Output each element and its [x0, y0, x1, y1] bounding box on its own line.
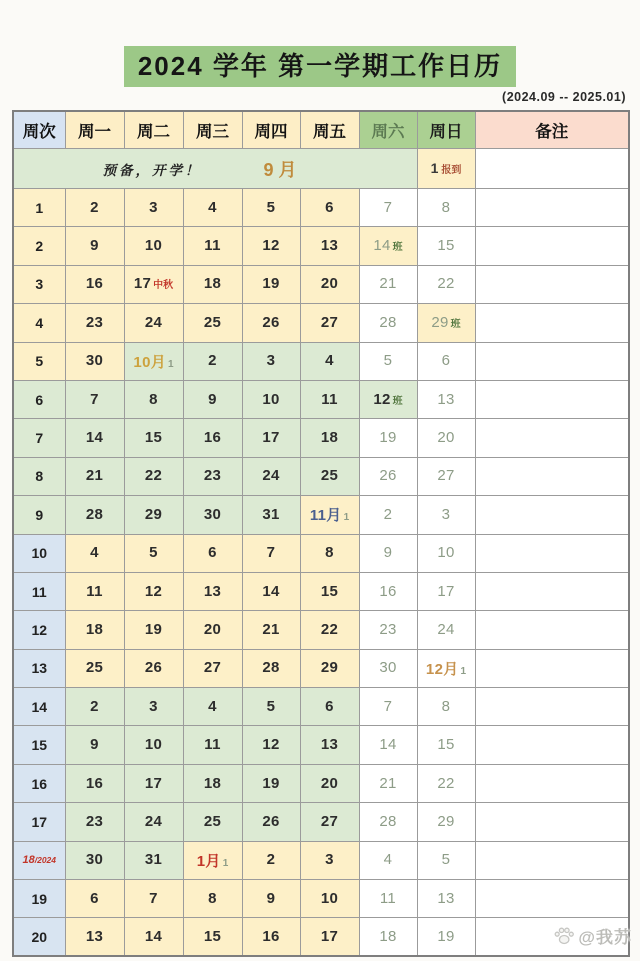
calendar-week-row [13, 764, 629, 802]
day-cell: 19 [242, 265, 300, 303]
day-cell: 20 [300, 265, 359, 303]
calendar-week-row [13, 265, 629, 303]
note-cell [475, 611, 629, 649]
calendar-week-row [13, 572, 629, 610]
day-cell: 23 [183, 457, 242, 495]
day-cell: 30 [183, 496, 242, 534]
day-cell: 31 [124, 841, 183, 879]
day-cell: 13 [183, 572, 242, 610]
day-cell: 29 [124, 496, 183, 534]
day-cell: 7 [359, 688, 417, 726]
day-cell: 8 [417, 189, 475, 227]
week-number-cell: 5 [13, 342, 65, 380]
week-number-cell: 7 [13, 419, 65, 457]
day-cell: 27 [417, 457, 475, 495]
day-cell: 18 [359, 918, 417, 956]
day-cell: 2 [65, 688, 124, 726]
note-cell [475, 880, 629, 918]
day-cell: 27 [183, 649, 242, 687]
day-cell: 19 [417, 918, 475, 956]
header-remarks: 备注 [475, 111, 629, 149]
day-cell: 27 [300, 304, 359, 342]
calendar-week-row [13, 649, 629, 687]
day-cell: 17 [242, 419, 300, 457]
day-cell: 9 [65, 227, 124, 265]
day-cell: 18 [65, 611, 124, 649]
day-cell: 2 [183, 342, 242, 380]
day-cell: 4 [183, 189, 242, 227]
day-cell: 26 [242, 803, 300, 841]
note-cell [475, 496, 629, 534]
day-cell: 11 [183, 227, 242, 265]
day-cell: 28 [359, 304, 417, 342]
header-saturday: 周六 [359, 111, 417, 149]
day-cell: 19 [124, 611, 183, 649]
day-cell: 6 [183, 534, 242, 572]
day-cell: 28 [242, 649, 300, 687]
header-row [13, 111, 629, 149]
day-cell: 2 [65, 189, 124, 227]
day-cell: 19 [242, 764, 300, 802]
day-cell: 16 [65, 265, 124, 303]
day-cell: 30 [359, 649, 417, 687]
day-cell: 15 [417, 227, 475, 265]
day-cell: 30 [65, 841, 124, 879]
day-cell: 10 [300, 880, 359, 918]
day-cell: 7 [65, 380, 124, 418]
day-cell: 29 [300, 649, 359, 687]
note-cell [475, 149, 629, 189]
day-cell: 14 [359, 726, 417, 764]
day-cell: 26 [124, 649, 183, 687]
work-calendar-table [12, 110, 630, 957]
day-cell: 7 [359, 189, 417, 227]
header-friday: 周五 [300, 111, 359, 149]
day-cell: 18 [300, 419, 359, 457]
calendar-week-row [13, 688, 629, 726]
day-cell: 1月 1 [183, 841, 242, 879]
day-cell: 8 [183, 880, 242, 918]
day-cell: 6 [300, 688, 359, 726]
note-cell [475, 457, 629, 495]
calendar-week-row [13, 496, 629, 534]
day-cell: 23 [65, 304, 124, 342]
day-cell: 3 [417, 496, 475, 534]
calendar-week-row [13, 803, 629, 841]
week-number-cell: 14 [13, 688, 65, 726]
week-number-cell: 20 [13, 918, 65, 956]
day-cell: 25 [300, 457, 359, 495]
day-cell: 29 班 [417, 304, 475, 342]
calendar-week-row [13, 189, 629, 227]
day-cell: 9 [359, 534, 417, 572]
calendar-week-row [13, 611, 629, 649]
day-cell: 16 [65, 764, 124, 802]
day-cell: 8 [300, 534, 359, 572]
day-cell: 10 [124, 726, 183, 764]
week-number-cell: 2 [13, 227, 65, 265]
day-cell: 3 [242, 342, 300, 380]
note-cell [475, 380, 629, 418]
day-cell: 17 [300, 918, 359, 956]
note-cell [475, 419, 629, 457]
day-cell: 10 [124, 227, 183, 265]
registration-day-cell [417, 149, 475, 189]
calendar-week-row [13, 457, 629, 495]
header-monday: 周一 [65, 111, 124, 149]
day-cell: 20 [417, 419, 475, 457]
day-cell: 13 [65, 918, 124, 956]
day-cell: 17 [124, 764, 183, 802]
day-cell: 11 [359, 880, 417, 918]
watermark [553, 923, 632, 948]
calendar-week-row [13, 880, 629, 918]
day-cell: 30 [65, 342, 124, 380]
day-cell: 6 [417, 342, 475, 380]
day-cell: 11 [300, 380, 359, 418]
week-number-cell: 17 [13, 803, 65, 841]
day-cell: 13 [417, 880, 475, 918]
day-cell: 11月 1 [300, 496, 359, 534]
day-cell: 12月 1 [417, 649, 475, 687]
header-week-number: 周次 [13, 111, 65, 149]
paw-icon [553, 926, 575, 946]
day-cell: 13 [300, 227, 359, 265]
page-title: 2024 学年 第一学期工作日历 [124, 46, 516, 87]
day-cell: 4 [359, 841, 417, 879]
note-cell [475, 572, 629, 610]
note-cell [475, 726, 629, 764]
month-label-september: 9 月 [263, 159, 297, 180]
note-cell [475, 649, 629, 687]
week-number-cell: 3 [13, 265, 65, 303]
registration-day-number: 1 [430, 159, 439, 176]
day-cell: 19 [359, 419, 417, 457]
day-cell: 6 [300, 189, 359, 227]
day-cell: 5 [242, 688, 300, 726]
note-cell [475, 342, 629, 380]
day-cell: 26 [242, 304, 300, 342]
day-cell: 24 [124, 803, 183, 841]
day-cell: 21 [359, 764, 417, 802]
day-cell: 24 [242, 457, 300, 495]
day-cell: 12 [242, 726, 300, 764]
calendar-week-row [13, 534, 629, 572]
week-number-cell: 1 [13, 189, 65, 227]
day-cell: 10 [417, 534, 475, 572]
day-cell: 14 [124, 918, 183, 956]
day-cell: 22 [124, 457, 183, 495]
day-cell: 6 [65, 880, 124, 918]
september-banner-cell [13, 149, 417, 189]
day-cell: 25 [65, 649, 124, 687]
day-cell: 15 [124, 419, 183, 457]
day-cell: 16 [183, 419, 242, 457]
day-cell: 28 [359, 803, 417, 841]
day-cell: 18 [183, 265, 242, 303]
day-cell: 4 [300, 342, 359, 380]
day-cell: 22 [300, 611, 359, 649]
day-cell: 8 [417, 688, 475, 726]
day-cell: 2 [242, 841, 300, 879]
day-cell: 29 [417, 803, 475, 841]
day-cell: 10 [242, 380, 300, 418]
day-cell: 17 中秋 [124, 265, 183, 303]
day-cell: 2 [359, 496, 417, 534]
day-cell: 5 [242, 189, 300, 227]
day-cell: 14 [65, 419, 124, 457]
week-number-cell: 13 [13, 649, 65, 687]
note-cell [475, 841, 629, 879]
note-cell [475, 189, 629, 227]
header-wednesday: 周三 [183, 111, 242, 149]
day-cell: 8 [124, 380, 183, 418]
day-cell: 23 [359, 611, 417, 649]
header-sunday: 周日 [417, 111, 475, 149]
day-cell: 28 [65, 496, 124, 534]
day-cell: 26 [359, 457, 417, 495]
day-cell: 7 [242, 534, 300, 572]
day-cell: 16 [242, 918, 300, 956]
day-cell: 9 [183, 380, 242, 418]
calendar-week-row [13, 342, 629, 380]
calendar-week-row [13, 918, 629, 956]
day-cell: 9 [242, 880, 300, 918]
week-number-cell: 15 [13, 726, 65, 764]
header-thursday: 周四 [242, 111, 300, 149]
day-cell: 17 [417, 572, 475, 610]
registration-note: 报到 [441, 164, 462, 176]
calendar-week-row [13, 726, 629, 764]
day-cell: 3 [124, 189, 183, 227]
day-cell: 24 [417, 611, 475, 649]
day-cell: 23 [65, 803, 124, 841]
day-cell: 31 [242, 496, 300, 534]
day-cell: 24 [124, 304, 183, 342]
day-cell: 16 [359, 572, 417, 610]
day-cell: 11 [183, 726, 242, 764]
calendar-week-row [13, 380, 629, 418]
day-cell: 5 [124, 534, 183, 572]
day-cell: 18 [183, 764, 242, 802]
day-cell: 4 [65, 534, 124, 572]
date-range-subtitle: (2024.09 -- 2025.01) [502, 90, 626, 104]
calendar-week-row [13, 841, 629, 879]
handwritten-note: 预备，开学！ [102, 162, 202, 178]
day-cell: 27 [300, 803, 359, 841]
note-cell [475, 534, 629, 572]
day-cell: 21 [242, 611, 300, 649]
day-cell: 13 [417, 380, 475, 418]
day-cell: 4 [183, 688, 242, 726]
day-cell: 13 [300, 726, 359, 764]
note-cell [475, 304, 629, 342]
note-cell [475, 688, 629, 726]
day-cell: 14 [242, 572, 300, 610]
day-cell: 15 [417, 726, 475, 764]
day-cell: 10月 1 [124, 342, 183, 380]
calendar-week-row [13, 227, 629, 265]
week-number-cell: 8 [13, 457, 65, 495]
day-cell: 14 班 [359, 227, 417, 265]
day-cell: 12 [124, 572, 183, 610]
note-cell [475, 764, 629, 802]
day-cell: 21 [65, 457, 124, 495]
note-cell [475, 803, 629, 841]
note-cell [475, 227, 629, 265]
week-number-cell: 19 [13, 880, 65, 918]
day-cell: 22 [417, 265, 475, 303]
calendar-week-row [13, 304, 629, 342]
day-cell: 12 班 [359, 380, 417, 418]
day-cell: 12 [242, 227, 300, 265]
day-cell: 11 [65, 572, 124, 610]
day-cell: 3 [300, 841, 359, 879]
day-cell: 7 [124, 880, 183, 918]
week-number-cell: 11 [13, 572, 65, 610]
week-number-cell: 12 [13, 611, 65, 649]
day-cell: 22 [417, 764, 475, 802]
day-cell: 20 [183, 611, 242, 649]
week-number-cell: 16 [13, 764, 65, 802]
day-cell: 21 [359, 265, 417, 303]
day-cell: 5 [359, 342, 417, 380]
week-number-cell: 10 [13, 534, 65, 572]
day-cell: 3 [124, 688, 183, 726]
day-cell: 25 [183, 304, 242, 342]
week-number-cell: 6 [13, 380, 65, 418]
calendar-week-row [13, 419, 629, 457]
day-cell: 25 [183, 803, 242, 841]
day-cell: 15 [183, 918, 242, 956]
note-cell [475, 265, 629, 303]
september-banner-row [13, 149, 629, 189]
watermark-text: @我苏 [578, 928, 632, 947]
day-cell: 5 [417, 841, 475, 879]
week-number-cell: 18/2024 [13, 841, 65, 879]
week-number-cell: 4 [13, 304, 65, 342]
day-cell: 9 [65, 726, 124, 764]
week-number-cell: 9 [13, 496, 65, 534]
header-tuesday: 周二 [124, 111, 183, 149]
day-cell: 15 [300, 572, 359, 610]
day-cell: 20 [300, 764, 359, 802]
